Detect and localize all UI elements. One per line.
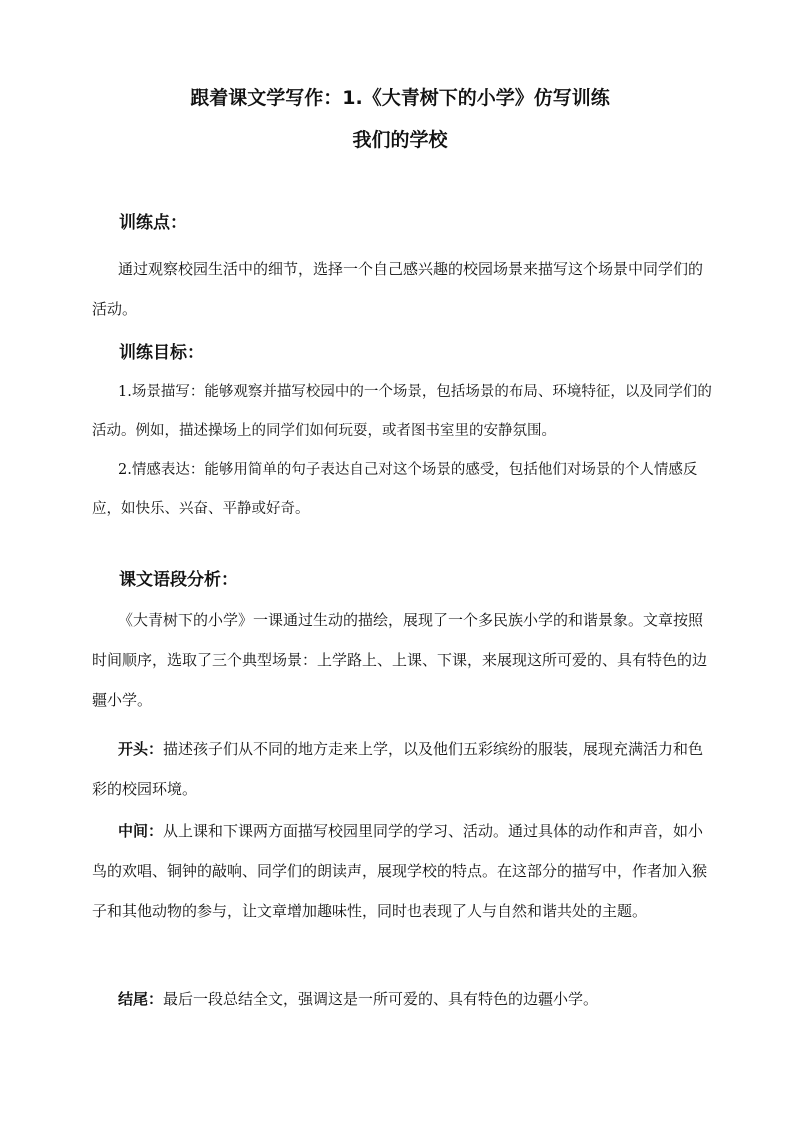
opening-text: 描述孩子们从不同的地方走来上学，以及他们五彩缤纷的服装，展现充满活力和色彩的校园环境。	[92, 740, 704, 798]
training-point-text: 通过观察校园生活中的细节，选择一个自己感兴趣的校园场景来描写这个场景中同学们的活动。	[92, 260, 704, 318]
ending-label: 结尾：	[118, 990, 164, 1008]
analysis-ending	[92, 979, 712, 1019]
training-goal-item-2: 2.情感表达：能够用简单的句子表达自己对这个场景的感受，包括他们对场景的个人情感反应，如快乐、兴奋、平静或好奇。	[92, 462, 698, 517]
document-subtitle: 我们的学校	[352, 129, 448, 151]
training-goals-heading: 训练目标：	[119, 343, 204, 363]
document-title: 跟着课文学写作：1.《大青树下的小学》仿写训练	[190, 87, 610, 109]
analysis-opening	[92, 729, 712, 809]
training-point-heading: 训练点：	[119, 213, 187, 233]
analysis-intro: 《大青树下的小学》一课通过生动的描绘，展现了一个多民族小学的和谐景象。文章按照时间顺序，选取了三个典型场景：上学路上、上课、下课，来展现这所可爱的、具有特色的边疆小学。	[92, 611, 708, 709]
opening-label: 开头：	[118, 740, 164, 758]
middle-text: 从上课和下课两方面描写校园里同学的学习、活动。通过具体的动作和声音，如小鸟的欢唱、铜钟的敲响、同学们的朗读声，展现学校的特点。在这部分的描写中，作者加入猴子和其他动物的参与，让文章增加趣味性，同时也表现了人与自然和谐共处的主题。	[92, 822, 708, 920]
training-goal-item-1: 1.场景描写：能够观察并描写校园中的一个场景，包括场景的布局、环境特征，以及同学们的活动。例如，描述操场上的同学们如何玩耍，或者图书室里的安静氛围。	[92, 384, 712, 439]
ending-text: 最后一段总结全文，强调这是一所可爱的、具有特色的边疆小学。	[163, 990, 599, 1008]
middle-label: 中间：	[118, 822, 164, 840]
analysis-heading: 课文语段分析：	[119, 570, 238, 590]
analysis-middle	[92, 811, 712, 931]
